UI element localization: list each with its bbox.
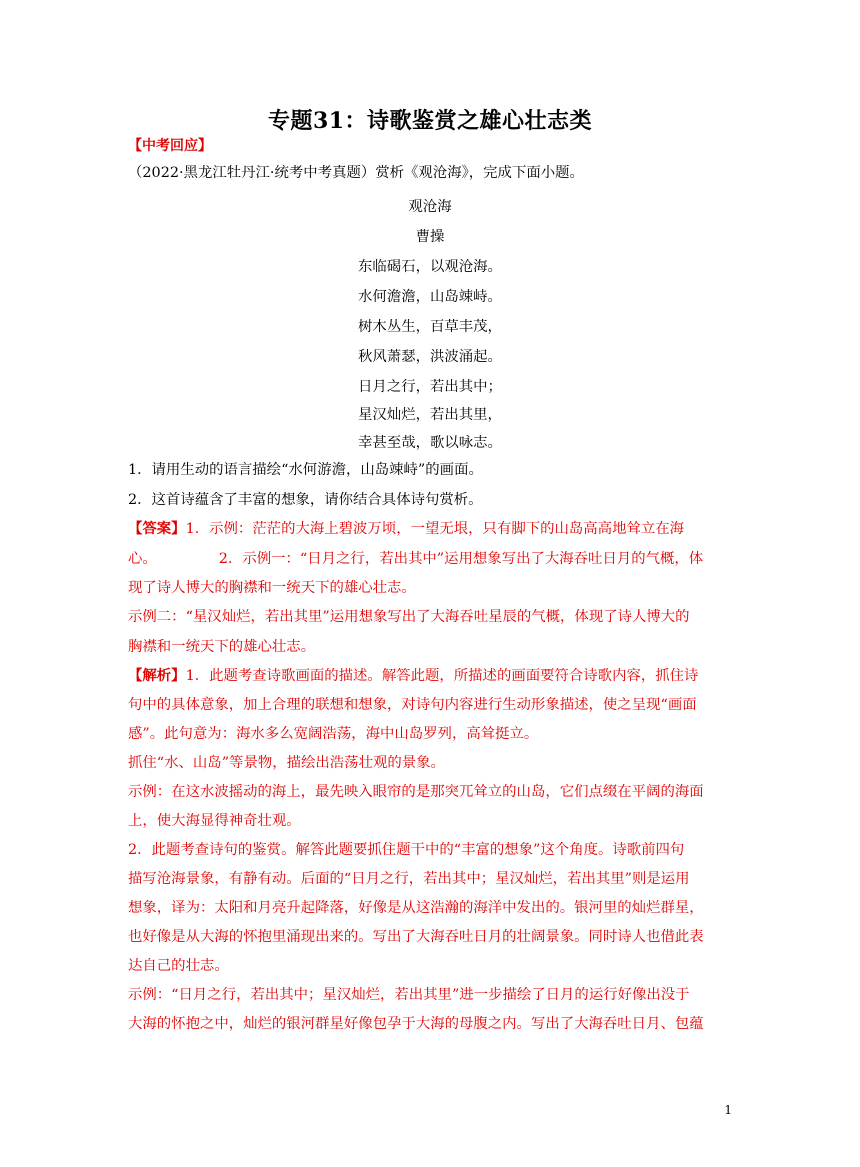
analysis-line: 也好像是从大海的怀抱里涌现出来的。写出了大海吞吐日月的壮阔景象。同时诗人也借此表 [128, 929, 704, 945]
answer-text: 2．示例一：“日月之行，若出其中”运用想象写出了大海吞吐日月的气概，体 [218, 551, 704, 567]
analysis-line: 想象，译为：太阳和月亮升起降落，好像是从这浩瀚的海洋中发出的。银河里的灿烂群星， [128, 900, 704, 916]
answer-text: 1．示例：茫茫的大海上碧波万顷，一望无垠，只有脚下的山岛高高地耸立在海 [185, 521, 685, 537]
answer-line [128, 549, 732, 569]
analysis-line: 示例：“日月之行，若出其中；星汉灿烂，若出其里”进一步描绘了日月的运行好像出没于 [128, 987, 690, 1003]
analysis-line [128, 666, 732, 686]
analysis-line: 描写沧海景象，有静有动。后面的“日月之行，若出其中；星汉灿烂，若出其里”则是运用 [128, 871, 690, 887]
poem-line: 东临碣石，以观沧海。 [358, 259, 502, 275]
analysis-line: 2．此题考查诗句的鉴赏。解答此题要抓住题干中的“丰富的想象”这个角度。诗歌前四句 [128, 842, 685, 858]
analysis-label: 【解析】 [128, 667, 186, 684]
poem-line: 幸甚至哉，歌以咏志。 [358, 435, 502, 451]
analysis-line: 抓住“水、山岛”等景物，描绘出浩荡壮观的景象。 [128, 755, 445, 771]
poem-line: 水何澹澹，山岛竦峙。 [358, 289, 502, 305]
question-1: 1．请用生动的语言描绘“水何游澹，山岛竦峙”的画面。 [128, 462, 483, 478]
analysis-line: 达自己的壮志。 [128, 958, 229, 974]
answer-line: 现了诗人博大的胸襟和一统天下的雄心壮志。 [128, 580, 416, 596]
poem-author: 曹操 [415, 229, 445, 245]
page-title: 专题31：诗歌鉴赏之雄心壮志类 [267, 108, 593, 134]
poem-line: 日月之行，若出其中； [358, 379, 502, 395]
analysis-line: 示例：在这水波摇动的海上，最先映入眼帘的是那突兀耸立的山岛，它们点缀在平阔的海面 [128, 784, 704, 800]
answer-line [128, 519, 732, 539]
answer-text: 心。 [128, 551, 157, 567]
poem-line: 星汉灿烂，若出其里， [358, 407, 502, 423]
question-source: （2022·黑龙江牡丹江·统考中考真题）赏析《观沧海》，完成下面小题。 [128, 165, 584, 181]
page-number: 1 [724, 1103, 732, 1117]
poem-line: 树木丛生，百草丰茂， [358, 319, 502, 335]
analysis-line: 句中的具体意象，加上合理的联想和想象，对诗句内容进行生动形象描述，使之呈现“画面 [128, 697, 697, 713]
analysis-line: 大海的怀抱之中，灿烂的银河群星好像包孕于大海的母腹之内。写出了大海吞吐日月、包蕴 [128, 1016, 704, 1032]
poem-line: 秋风萧瑟，洪波涌起。 [358, 349, 502, 365]
answer-line: 胸襟和一统天下的雄心壮志。 [128, 639, 316, 655]
answer-label: 【答案】 [128, 520, 186, 537]
section-tag: 【中考回应】 [128, 138, 212, 154]
analysis-line: 感”。此句意为：海水多么宽阔浩荡，海中山岛罗列，高耸挺立。 [128, 726, 539, 742]
poem-title: 观沧海 [408, 199, 452, 215]
analysis-text: 1．此题考查诗歌画面的描述。解答此题，所描述的画面要符合诗歌内容，抓住诗 [185, 668, 699, 684]
analysis-line: 上，使大海显得神奇壮观。 [128, 813, 301, 829]
answer-line: 示例二：“星汉灿烂，若出其里”运用想象写出了大海吞吐星辰的气概，体现了诗人博大的 [128, 609, 690, 625]
question-2: 2．这首诗蕴含了丰富的想象，请你结合具体诗句赏析。 [128, 492, 483, 508]
